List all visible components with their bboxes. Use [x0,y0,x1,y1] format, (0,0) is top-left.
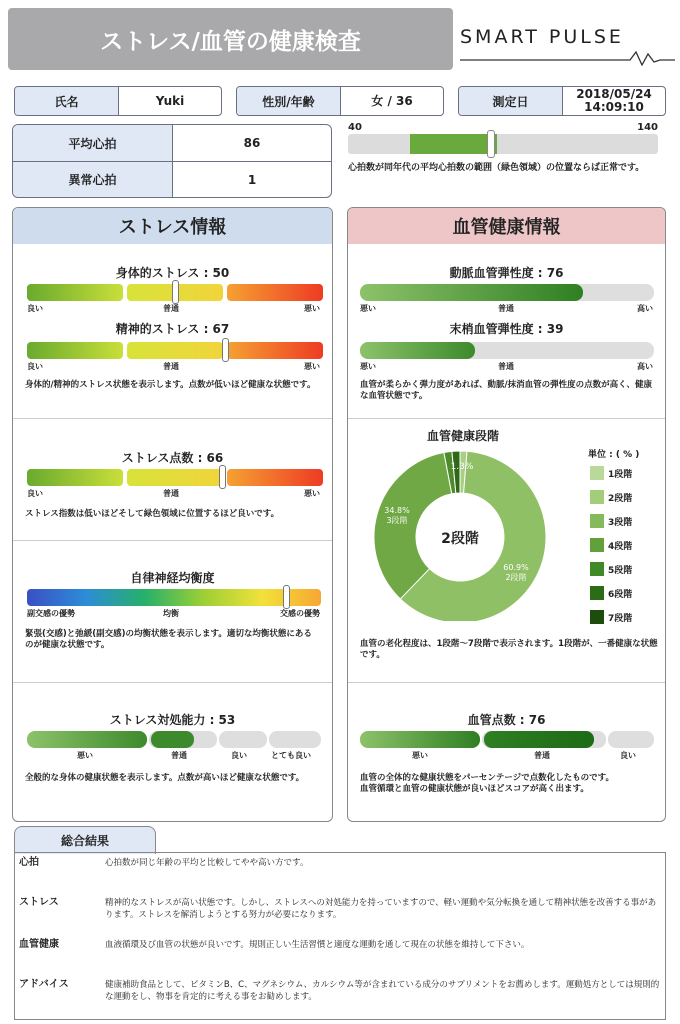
coping-seg-3 [219,731,267,748]
vscore-fill-1 [360,731,480,748]
coping-fill-2 [151,731,194,748]
summary-key-advice: アドバイス [19,979,69,990]
peripheral-title: 末梢血管弾性度 : 39 [449,322,564,336]
abnormal-hr-label: 異常心拍 [13,162,173,197]
artery-label-bad: 悪い [360,304,376,313]
legend-label: 5段階 [608,565,633,576]
autonomic-label-right: 交感の優勢 [280,609,320,618]
autonomic-bar [27,589,321,606]
mental-label-good: 良い [27,362,43,371]
legend-item-5 [590,562,632,576]
name-box [14,86,222,116]
legend-swatch [590,586,604,600]
peripheral-label-bad: 悪い [360,362,376,371]
artery-fill [360,284,583,301]
date-label: 測定日 [459,87,563,115]
legend-item-2 [590,490,632,504]
mental-stress-title: 精神的ストレス : 67 [115,322,230,336]
artery-title: 動脈血管弾性度 : 76 [449,266,564,280]
donut-label-3-pct: 34.8% [384,506,410,515]
stress-desc-2: ストレス指数は低いほどそして緑色領域に位置するほど良いです。 [25,509,280,519]
summary-value-heart: 心拍数が同じ年齢の平均と比較してやや高い方です。 [105,858,309,868]
stress-desc-1: 身体的/精神的ストレス状態を表示します。点数が低いほど健康な状態です。 [25,380,316,390]
autonomic-marker [283,585,290,609]
donut-label-3-stage: 3段階 [386,516,408,525]
score-seg-3 [227,469,323,486]
coping-seg-4 [269,731,321,748]
sex-age-value: 女 / 36 [371,93,413,108]
peripheral-label-high: 高い [637,362,653,371]
heart-rate-scale [346,122,666,192]
date-box [458,86,666,116]
avg-hr-label: 平均心拍 [13,125,173,161]
stress-panel-title: ストレス情報 [13,208,332,244]
mental-marker [222,338,229,362]
mental-label-bad: 悪い [304,362,320,371]
physical-marker [172,280,179,304]
summary-key-vascular: 血管健康 [19,939,59,950]
legend-label: 4段階 [608,541,633,552]
stress-score-marker [219,465,226,489]
avg-hr-value: 86 [243,136,261,150]
legend-swatch [590,562,604,576]
physical-label-bad: 悪い [304,304,320,313]
vscore-label-2: 良い [620,751,636,760]
page-title: ストレス/血管の健康検査 [8,8,453,70]
hr-scale-max: 140 [637,122,658,133]
donut-label-2-pct: 60.9% [503,563,529,572]
score-label-bad: 悪い [304,489,320,498]
coping-label-0: 悪い [77,751,93,760]
date-value-time: 14:09:10 [584,100,644,114]
vascular-desc-3: 血管の全体的な健康状態をパーセンテージで点数化したものです。 血管循環と血管の健康状態が良いほどスコアが高く出ます。 [360,773,614,794]
summary-tab: 総合結果 [14,826,156,854]
hr-normal-range [410,134,497,154]
sex-age-box [236,86,444,116]
legend-item-7 [590,610,632,624]
artery-label-mid: 普通 [498,304,514,313]
vscore-label-1: 普通 [534,751,550,760]
legend-label: 1段階 [608,469,633,480]
donut-label-2-stage: 2段階 [505,573,527,582]
autonomic-section [13,540,332,682]
legend-label: 7段階 [608,613,633,624]
score-seg-1 [27,469,123,486]
vascular-stage-donut [360,451,570,621]
abnormal-hr-value: 1 [247,172,257,187]
vascular-panel-title: 血管健康情報 [348,208,665,244]
summary-key-heart: 心拍 [19,857,39,868]
hr-scale-track [348,134,658,154]
mental-seg-2 [127,342,223,359]
mental-label-mid: 普通 [163,362,179,371]
coping-title: ストレス対処能力 : 53 [109,713,236,727]
peripheral-label-mid: 普通 [498,362,514,371]
pulse-line-icon [460,50,675,66]
hr-scale-note: 心拍数が同年代の平均心拍数の範囲（緑色領域）の位置ならば正常です。 [348,163,645,173]
name-value: Yuki [155,93,185,108]
legend-swatch [590,490,604,504]
legend-label: 2段階 [608,493,633,504]
legend-item-6 [590,586,632,600]
physical-label-good: 良い [27,304,43,313]
summary-box [14,852,666,1020]
vascular-desc-1: 血管が柔らかく弾力度があれば、動脈/抹消血管の弾性度の点数が高く、健康な血管状態です。 [360,380,652,401]
vascular-desc-2: 血管の老化程度は、1段階〜7段階で表示されます。1段階が、一番健康な状態です。 [360,639,658,660]
stress-panel [12,207,333,822]
autonomic-title: 自律神経均衡度 [130,571,215,585]
coping-section [13,682,332,822]
mental-seg-3 [227,342,323,359]
stress-score-title: ストレス点数 : 66 [121,451,224,465]
heart-rate-box [12,124,332,198]
physical-seg-1 [27,284,123,301]
date-value [563,87,665,115]
physical-label-mid: 普通 [163,304,179,313]
physical-stress-title: 身体的ストレス : 50 [115,266,230,280]
legend-item-4 [590,538,632,552]
physical-seg-3 [227,284,323,301]
legend-item-3 [590,514,632,528]
vascular-score-title: 血管点数 : 76 [467,713,546,727]
score-seg-2 [127,469,223,486]
summary-value-vascular: 血液循環及び血管の状態が良いです。規則正しい生活習慣と適度な運動を通して現在の状態を維持して下さい。 [105,940,530,950]
coping-label-1: 普通 [171,751,187,760]
vscore-fill-2 [484,731,594,748]
legend-swatch [590,514,604,528]
artery-label-high: 高い [637,304,653,313]
legend-swatch [590,466,604,480]
stress-desc-3: 緊張(交感)と弛緩(副交感)の均衡状態を表示します。適切な均衡状態にあるのが健康な状態です。 [25,629,312,650]
vascular-score-section [348,682,665,822]
coping-fill-1 [27,731,147,748]
legend-swatch [590,610,604,624]
summary-value-stress: 精神的なストレスが高い状態です。しかし、ストレスへの対処能力を持っていますので、軽い運動や気分転換を通して精神状態を改善する事があります。ストレスを解消しようとする努力が必要になります。 [105,898,657,920]
hr-marker [487,130,495,158]
autonomic-label-left: 副交感の優勢 [27,609,75,618]
coping-label-2: 良い [231,751,247,760]
stress-desc-4: 全般的な身体の健康状態を表示します。点数が高いほど健康な状態です。 [25,773,305,783]
vascular-stage-title: 血管健康段階 [426,429,499,443]
mental-seg-1 [27,342,123,359]
legend-swatch [590,538,604,552]
donut-top-label: 1.3% [450,462,474,472]
vscore-label-0: 悪い [412,751,428,760]
logo-text: SMART PULSE [460,26,624,48]
autonomic-label-mid: 均衡 [163,609,179,618]
sex-age-label: 性別/年齢 [237,87,341,115]
legend-unit: 単位 : ( % ) [588,450,640,460]
date-value-day: 2018/05/24 [576,87,652,101]
name-label: 氏名 [15,87,119,115]
legend-label: 3段階 [608,517,633,528]
smart-pulse-logo [460,26,675,66]
coping-label-3: とても良い [271,751,311,760]
summary-key-stress: ストレス [19,897,59,908]
donut-center-label: 2段階 [441,531,479,547]
legend-item-1 [590,466,632,480]
score-label-mid: 普通 [163,489,179,498]
peripheral-fill [360,342,475,359]
vscore-seg-3 [608,731,654,748]
summary-value-advice: 健康補助食品として、ビタミンB、C、マグネシウム、カルシウム等が含まれている成分のサプリメントをお薦めします。運動処方としては規則的な運動をし、物事を肯定的に考える事をお勧めします。 [105,980,660,1002]
stress-score-section [13,418,332,540]
score-label-good: 良い [27,489,43,498]
legend-label: 6段階 [608,589,633,600]
hr-scale-min: 40 [348,122,362,133]
